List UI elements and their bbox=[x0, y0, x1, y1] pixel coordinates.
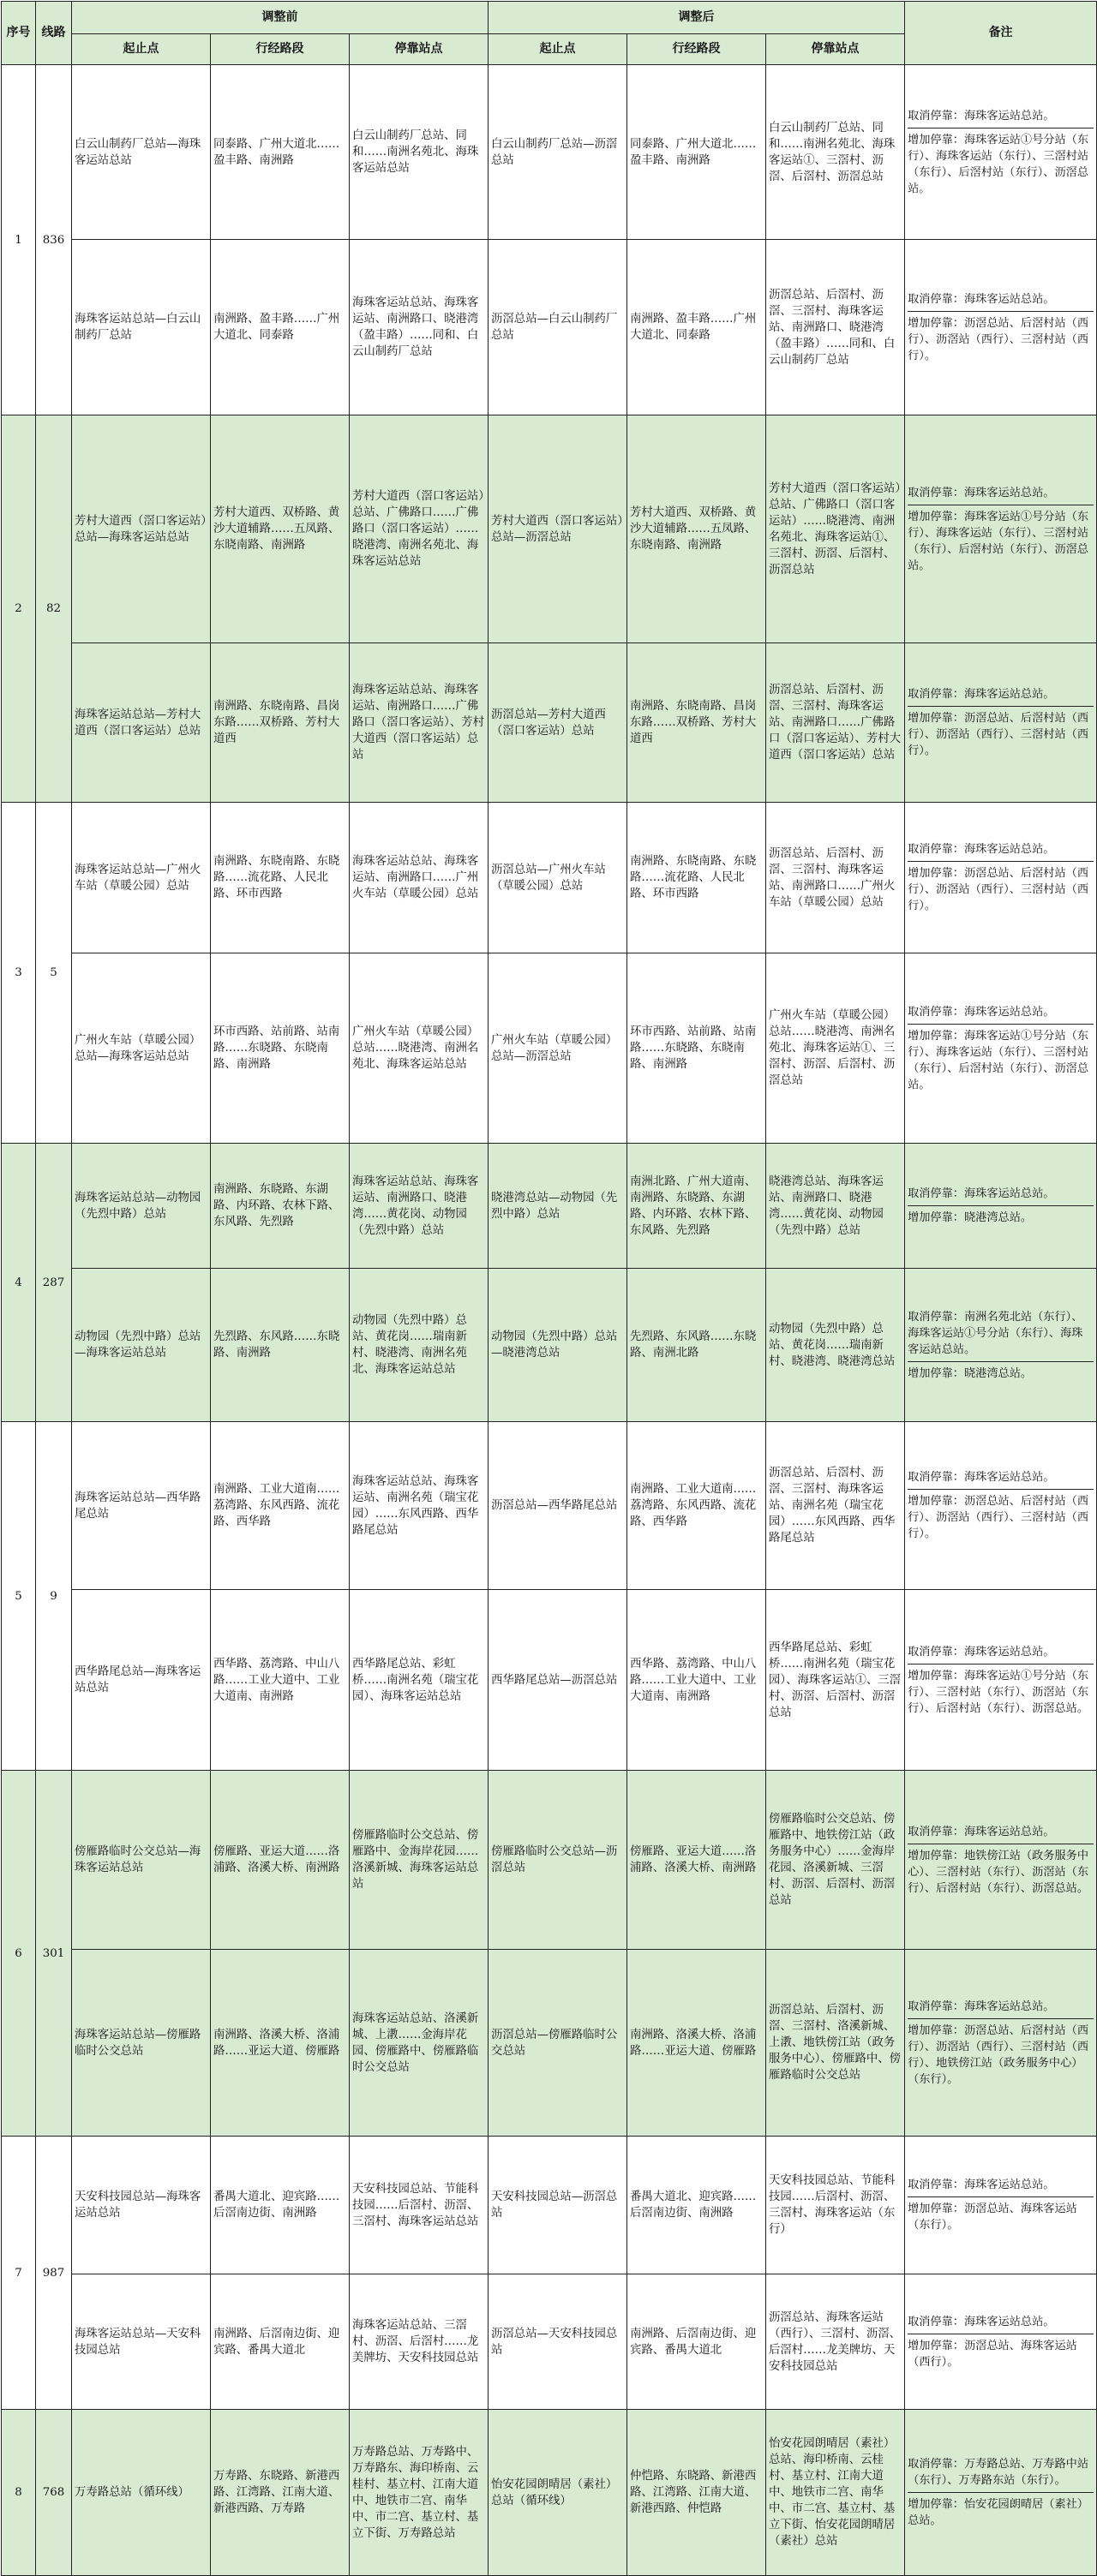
cell-before-endpoints: 海珠客运站总站—广州火车站（草暖公园）总站 bbox=[72, 803, 211, 953]
cell-before-stops: 白云山制药厂总站、同和……南洲名苑北、海珠客运站总站 bbox=[350, 65, 489, 240]
remark-add-stops: 增加停靠：海珠客运站①号分站（东行）、海珠客运站（东行）、三滘村站（东行）、后滘村站（东行）、沥滘总站。 bbox=[908, 128, 1094, 200]
header-before-path: 行经路段 bbox=[211, 34, 350, 65]
cell-after-path: 环市西路、站前路、站南路……东晓路、东晓南路、南洲路 bbox=[627, 953, 766, 1144]
cell-before-path: 南洲路、后滘南边街、迎宾路、番禺大道北 bbox=[211, 2274, 350, 2410]
cell-remark bbox=[905, 415, 1097, 643]
cell-after-stops: 动物园（先烈中路）总站、黄花岗……瑞南新村、晓港湾、晓港湾总站 bbox=[766, 1269, 905, 1422]
cell-seq: 6 bbox=[2, 1771, 36, 2137]
remark-cancel-stops: 取消停靠：海珠客运站总站。 bbox=[908, 2315, 1055, 2328]
remark-cancel-stops: 取消停靠：海珠客运站总站。 bbox=[908, 486, 1055, 499]
cell-after-path: 同泰路、广州大道北……盈丰路、南洲路 bbox=[627, 65, 766, 240]
cell-before-path: 傍雁路、亚运大道……洛浦路、洛溪大桥、南洲路 bbox=[211, 1771, 350, 1950]
remark-add-stops: 增加停靠：沥滘总站、后滘村站（西行）、沥滘站（西行）、三滘村站（西行）。 bbox=[908, 706, 1094, 762]
cell-after-stops: 怡安花园朗晴居（素社）总站、海印桥南、云桂村、基立村、江南大道中、地铁市二宫、南华中、市二宫、基立村、基立下街、怡安花园朗晴居（素社）总站 bbox=[766, 2410, 905, 2576]
table-row bbox=[2, 643, 1097, 803]
cell-before-endpoints: 万寿路总站（循环线） bbox=[72, 2410, 211, 2576]
cell-after-stops: 沥滘总站、后滘村、沥滘、三滘村、海珠客运站、南洲路口……广州火车站（草暖公园）总站 bbox=[766, 803, 905, 953]
table-row bbox=[2, 1771, 1097, 1950]
cell-after-stops: 西华路尾总站、彩虹桥……南洲名苑（瑞宝花园）、海珠客运站①、三滘村、沥滘、后滘村、沥滘总站 bbox=[766, 1590, 905, 1771]
cell-after-endpoints: 动物园（先烈中路）总站—晓港湾总站 bbox=[489, 1269, 627, 1422]
cell-before-path: 先烈路、东风路……东晓路、南洲路 bbox=[211, 1269, 350, 1422]
cell-before-path: 番禺大道北、迎宾路……后滘南边街、南洲路 bbox=[211, 2137, 350, 2274]
cell-after-endpoints: 天安科技园总站—沥滘总站 bbox=[489, 2137, 627, 2274]
cell-before-endpoints: 海珠客运站总站—西华路尾总站 bbox=[72, 1422, 211, 1590]
remark-add-stops: 增加停靠：晓港湾总站。 bbox=[908, 1205, 1094, 1229]
cell-seq: 7 bbox=[2, 2137, 36, 2410]
cell-after-path: 南洲路、后滘南边街、迎宾路、番禺大道北 bbox=[627, 2274, 766, 2410]
header-route: 线路 bbox=[36, 2, 72, 65]
cell-before-stops: 芳村大道西（滘口客运站）总站、广佛路口……广佛路口（滘口客运站）……晓港湾、南洲名苑北、海珠客运站总站 bbox=[350, 415, 489, 643]
table-row bbox=[2, 1144, 1097, 1269]
cell-before-path: 南洲路、东晓南路、东晓路……流花路、人民北路、环市西路 bbox=[211, 803, 350, 953]
cell-before-endpoints: 天安科技园总站—海珠客运站总站 bbox=[72, 2137, 211, 2274]
remark-add-stops: 增加停靠：地铁傍江站（政务服务中心）、三滘村站（东行）、沥滘站（东行）、后滘村站（东行）、沥滘总站。 bbox=[908, 1844, 1094, 1900]
remark-add-stops: 增加停靠：沥滘总站、后滘村站（西行）、沥滘站（西行）、三滘村站（西行）。 bbox=[908, 311, 1094, 368]
cell-after-path: 南洲路、工业大道南……荔湾路、东风西路、流花路、西华路 bbox=[627, 1422, 766, 1590]
cell-before-path: 万寿路、东晓路、新港西路、江湾路、江南大道、新港西路、万寿路 bbox=[211, 2410, 350, 2576]
cell-before-path: 西华路、荔湾路、中山八路……工业大道中、工业大道南、南洲路 bbox=[211, 1590, 350, 1771]
cell-after-endpoints: 沥滘总站—西华路尾总站 bbox=[489, 1422, 627, 1590]
table-row bbox=[2, 1422, 1097, 1590]
cell-after-path: 先烈路、东风路……东晓路、南洲北路 bbox=[627, 1269, 766, 1422]
remark-add-stops: 增加停靠：怡安花园朗晴居（素社）总站。 bbox=[908, 2492, 1094, 2532]
remark-add-stops: 增加停靠：沥滘总站、后滘村站（西行）、沥滘站（西行）、三滘村站（西行）、地铁傍江站（政务服务中心）（东行）。 bbox=[908, 2018, 1094, 2091]
header-after-endpoints: 起止点 bbox=[489, 34, 627, 65]
cell-before-endpoints: 动物园（先烈中路）总站—海珠客运站总站 bbox=[72, 1269, 211, 1422]
cell-before-stops: 海珠客运站总站、海珠客运站、南洲名苑（瑞宝花园）……东风西路、西华路尾总站 bbox=[350, 1422, 489, 1590]
header-before-stops: 停靠站点 bbox=[350, 34, 489, 65]
cell-after-endpoints: 沥滘总站—傍雁路临时公交总站 bbox=[489, 1950, 627, 2137]
table-row bbox=[2, 1590, 1097, 1771]
table-row bbox=[2, 2137, 1097, 2274]
cell-seq: 3 bbox=[2, 803, 36, 1144]
cell-after-endpoints: 广州火车站（草暖公园）总站—沥滘总站 bbox=[489, 953, 627, 1144]
remark-add-stops: 增加停靠：海珠客运站①号分站（东行）、海珠客运站（东行）、三滘村站（东行）、后滘村站（东行）、沥滘总站。 bbox=[908, 505, 1094, 577]
cell-after-stops: 晓港湾总站、海珠客运站、南洲路口、晓港湾……黄花岗、动物园（先烈中路）总站 bbox=[766, 1144, 905, 1269]
cell-after-endpoints: 芳村大道西（滘口客运站）总站—沥滘总站 bbox=[489, 415, 627, 643]
cell-before-stops: 海珠客运站总站、海珠客运站、南洲路口……广州火车站（草暖公园）总站 bbox=[350, 803, 489, 953]
cell-remark bbox=[905, 1590, 1097, 1771]
remark-cancel-stops: 取消停靠：海珠客运站总站。 bbox=[908, 843, 1055, 856]
cell-route: 82 bbox=[36, 415, 72, 803]
cell-route: 5 bbox=[36, 803, 72, 1144]
cell-after-endpoints: 沥滘总站—芳村大道西（滘口客运站）总站 bbox=[489, 643, 627, 803]
cell-remark bbox=[905, 803, 1097, 953]
cell-after-stops: 广州火车站（草暖公园）总站……晓港湾、南洲名苑北、海珠客运站①、三滘村、沥滘、后滘村、沥滘总站 bbox=[766, 953, 905, 1144]
cell-after-stops: 白云山制药厂总站、同和……南洲名苑北、海珠客运站①、三滘村、沥滘、后滘村、沥滘总站 bbox=[766, 65, 905, 240]
cell-remark bbox=[905, 65, 1097, 240]
cell-after-stops: 沥滘总站、海珠客运站（西行）、三滘村、沥滘、后滘村……龙美牌坊、天安科技园总站 bbox=[766, 2274, 905, 2410]
header-after-stops: 停靠站点 bbox=[766, 34, 905, 65]
cell-route: 768 bbox=[36, 2410, 72, 2576]
cell-after-path: 芳村大道西、双桥路、黄沙大道辅路……五凤路、东晓南路、南洲路 bbox=[627, 415, 766, 643]
table-row bbox=[2, 953, 1097, 1144]
cell-after-endpoints: 西华路尾总站—沥滘总站 bbox=[489, 1590, 627, 1771]
cell-after-path: 仲恺路、东晓路、新港西路、江湾路、江南大道、新港西路、仲恺路 bbox=[627, 2410, 766, 2576]
cell-before-path: 同泰路、广州大道北……盈丰路、南洲路 bbox=[211, 65, 350, 240]
cell-after-endpoints: 沥滘总站—白云山制药厂总站 bbox=[489, 240, 627, 415]
cell-seq: 8 bbox=[2, 2410, 36, 2576]
cell-seq: 4 bbox=[2, 1144, 36, 1422]
header-after-path: 行经路段 bbox=[627, 34, 766, 65]
cell-before-stops: 海珠客运站总站、海珠客运站、南洲路口、晓港湾（盈丰路）……同和、白云山制药厂总站 bbox=[350, 240, 489, 415]
cell-before-stops: 万寿路总站、万寿路中、万寿路东、海印桥南、云桂村、基立村、江南大道中、地铁市二宫、南华中、市二宫、基立村、基立下街、万寿路总站 bbox=[350, 2410, 489, 2576]
remark-add-stops: 增加停靠：海珠客运站①号分站（东行）、三滘村站（东行）、沥滘站（东行）、后滘村站（东行）、沥滘总站。 bbox=[908, 1664, 1094, 1720]
cell-after-path: 南洲北路、广州大道南、南洲路、东晓路、东湖路、内环路、农林下路、东风路、先烈路 bbox=[627, 1144, 766, 1269]
table-row bbox=[2, 1269, 1097, 1422]
remark-cancel-stops: 取消停靠：海珠客运站总站。 bbox=[908, 1999, 1055, 2013]
cell-before-endpoints: 海珠客运站总站—动物园（先烈中路）总站 bbox=[72, 1144, 211, 1269]
table-row bbox=[2, 65, 1097, 240]
cell-route: 987 bbox=[36, 2137, 72, 2410]
cell-before-stops: 广州火车站（草暖公园）总站……晓港湾、南洲名苑北、海珠客运站总站 bbox=[350, 953, 489, 1144]
cell-remark bbox=[905, 1269, 1097, 1422]
cell-after-stops: 芳村大道西（滘口客运站）总站、广佛路口（滘口客运站）……晓港湾、南洲名苑北、海珠客运站①、三滘村、沥滘、后滘村、沥滘总站 bbox=[766, 415, 905, 643]
header-before-endpoints: 起止点 bbox=[72, 34, 211, 65]
cell-after-stops: 沥滘总站、后滘村、沥滘、三滘村、海珠客运站、南洲路口……广佛路口（滘口客运站）、芳村大道西（滘口客运站）总站 bbox=[766, 643, 905, 803]
cell-after-endpoints: 晓港湾总站—动物园（先烈中路）总站 bbox=[489, 1144, 627, 1269]
table-row bbox=[2, 2274, 1097, 2410]
cell-before-stops: 傍雁路临时公交总站、傍雁路中、金海岸花园……洛溪新城、海珠客运站总站 bbox=[350, 1771, 489, 1950]
cell-after-path: 南洲路、东晓南路、东晓路……流花路、人民北路、环市西路 bbox=[627, 803, 766, 953]
table-row bbox=[2, 2410, 1097, 2576]
remark-cancel-stops: 取消停靠：海珠客运站总站。 bbox=[908, 1471, 1055, 1484]
cell-before-stops: 海珠客运站总站、海珠客运站、南洲路口、晓港湾……黄花岗、动物园（先烈中路）总站 bbox=[350, 1144, 489, 1269]
table-row bbox=[2, 1950, 1097, 2137]
cell-after-endpoints: 沥滘总站—广州火车站（草暖公园）总站 bbox=[489, 803, 627, 953]
cell-after-stops: 天安科技园总站、节能科技园……后滘村、沥滘、三滘村、海珠客运站（东行） bbox=[766, 2137, 905, 2274]
cell-remark bbox=[905, 2410, 1097, 2576]
cell-after-path: 南洲路、洛溪大桥、洛浦路……亚运大道、傍雁路 bbox=[627, 1950, 766, 2137]
cell-before-endpoints: 海珠客运站总站—白云山制药厂总站 bbox=[72, 240, 211, 415]
cell-before-path: 南洲路、工业大道南……荔湾路、东风西路、流花路、西华路 bbox=[211, 1422, 350, 1590]
cell-before-endpoints: 广州火车站（草暖公园）总站—海珠客运站总站 bbox=[72, 953, 211, 1144]
remark-add-stops: 增加停靠：沥滘总站、海珠客运站（西行）。 bbox=[908, 2334, 1094, 2374]
cell-seq: 2 bbox=[2, 415, 36, 803]
cell-after-endpoints: 怡安花园朗晴居（素社）总站（循环线） bbox=[489, 2410, 627, 2576]
table-row bbox=[2, 803, 1097, 953]
cell-remark bbox=[905, 1144, 1097, 1269]
cell-remark bbox=[905, 2274, 1097, 2410]
cell-remark bbox=[905, 1422, 1097, 1590]
remark-cancel-stops: 取消停靠：海珠客运站总站。 bbox=[908, 688, 1055, 701]
table-row bbox=[2, 415, 1097, 643]
cell-before-stops: 西华路尾总站、彩虹桥……南洲名苑（瑞宝花园）、海珠客运站总站 bbox=[350, 1590, 489, 1771]
header-remark: 备注 bbox=[905, 2, 1097, 65]
cell-remark bbox=[905, 1771, 1097, 1950]
cell-route: 836 bbox=[36, 65, 72, 415]
cell-before-path: 南洲路、盈丰路……广州大道北、同泰路 bbox=[211, 240, 350, 415]
cell-before-stops: 天安科技园总站、节能科技园……后滘村、沥滘、三滘村、海珠客运站总站 bbox=[350, 2137, 489, 2274]
cell-after-stops: 傍雁路临时公交总站、傍雁路中、地铁傍江站（政务服务中心）……金海岸花园、洛溪新城、三滘村、沥滘、后滘村、沥滘总站 bbox=[766, 1771, 905, 1950]
remark-cancel-stops: 取消停靠：海珠客运站总站。 bbox=[908, 2179, 1055, 2191]
cell-before-endpoints: 西华路尾总站—海珠客运站总站 bbox=[72, 1590, 211, 1771]
remark-add-stops: 增加停靠：晓港湾总站。 bbox=[908, 1361, 1094, 1385]
header-before: 调整前 bbox=[72, 2, 489, 34]
cell-before-endpoints: 海珠客运站总站—傍雁路临时公交总站 bbox=[72, 1950, 211, 2137]
cell-remark bbox=[905, 240, 1097, 415]
remark-cancel-stops: 取消停靠：海珠客运站总站。 bbox=[908, 1825, 1055, 1838]
remark-cancel-stops: 取消停靠：万寿路总站、万寿路中站（东行）、万寿路东站（东行）。 bbox=[908, 2458, 1089, 2487]
remark-cancel-stops: 取消停靠：海珠客运站总站。 bbox=[908, 292, 1055, 306]
cell-before-endpoints: 海珠客运站总站—天安科技园总站 bbox=[72, 2274, 211, 2410]
cell-before-stops: 动物园（先烈中路）总站、黄花岗……瑞南新村、晓港湾、南洲名苑北、海珠客运站总站 bbox=[350, 1269, 489, 1422]
table-body bbox=[2, 65, 1097, 2576]
cell-before-endpoints: 海珠客运站总站—芳村大道西（滘口客运站）总站 bbox=[72, 643, 211, 803]
cell-after-stops: 沥滘总站、后滘村、沥滘、三滘村、洛溪新城、上漖、地铁傍江站（政务服务中心）、傍雁路中、傍雁路临时公交总站 bbox=[766, 1950, 905, 2137]
cell-after-path: 南洲路、东晓南路、昌岗东路……双桥路、芳村大道西 bbox=[627, 643, 766, 803]
cell-remark bbox=[905, 2137, 1097, 2274]
cell-after-stops: 沥滘总站、后滘村、沥滘、三滘村、海珠客运站、南洲路口、晓港湾（盈丰路）……同和、白云山制药厂总站 bbox=[766, 240, 905, 415]
cell-before-endpoints: 傍雁路临时公交总站—海珠客运站总站 bbox=[72, 1771, 211, 1950]
header-after: 调整后 bbox=[489, 2, 905, 34]
cell-after-path: 南洲路、盈丰路……广州大道北、同泰路 bbox=[627, 240, 766, 415]
cell-seq: 5 bbox=[2, 1422, 36, 1771]
remark-cancel-stops: 取消停靠：海珠客运站总站。 bbox=[908, 109, 1055, 123]
remark-add-stops: 增加停靠：沥滘总站、后滘村站（西行）、沥滘站（西行）、三滘村站（西行）。 bbox=[908, 861, 1094, 917]
cell-route: 9 bbox=[36, 1422, 72, 1771]
cell-after-stops: 沥滘总站、后滘村、沥滘、三滘村、海珠客运站、南洲名苑（瑞宝花园）……东风西路、西华路尾总站 bbox=[766, 1422, 905, 1590]
cell-after-endpoints: 沥滘总站—天安科技园总站 bbox=[489, 2274, 627, 2410]
table-row bbox=[2, 240, 1097, 415]
remark-cancel-stops: 取消停靠：海珠客运站总站。 bbox=[908, 1645, 1055, 1659]
cell-before-stops: 海珠客运站总站、三滘村、沥滘、后滘村……龙美牌坊、天安科技园总站 bbox=[350, 2274, 489, 2410]
cell-route: 301 bbox=[36, 1771, 72, 2137]
header-seq: 序号 bbox=[2, 2, 36, 65]
route-adjustment-table bbox=[1, 1, 1097, 2576]
cell-before-endpoints: 芳村大道西（滘口客运站）总站—海珠客运站总站 bbox=[72, 415, 211, 643]
remark-cancel-stops: 取消停靠：海珠客运站总站。 bbox=[908, 1005, 1055, 1019]
cell-route: 287 bbox=[36, 1144, 72, 1422]
cell-after-path: 西华路、荔湾路、中山八路……工业大道中、工业大道南、南洲路 bbox=[627, 1590, 766, 1771]
cell-after-path: 傍雁路、亚运大道……洛浦路、洛溪大桥、南洲路 bbox=[627, 1771, 766, 1950]
cell-after-path: 番禺大道北、迎宾路……后滘南边街、南洲路 bbox=[627, 2137, 766, 2274]
cell-after-endpoints: 白云山制药厂总站—沥滘总站 bbox=[489, 65, 627, 240]
remark-add-stops: 增加停靠：海珠客运站①号分站（东行）、海珠客运站（东行）、三滘村站（东行）、后滘村站（东行）、沥滘总站。 bbox=[908, 1024, 1094, 1097]
cell-before-stops: 海珠客运站总站、海珠客运站、南洲路口……广佛路口（滘口客运站）、芳村大道西（滘口客运站）总站 bbox=[350, 643, 489, 803]
cell-before-path: 南洲路、洛溪大桥、洛浦路……亚运大道、傍雁路 bbox=[211, 1950, 350, 2137]
remark-add-stops: 增加停靠：沥滘总站、海珠客运站（东行）。 bbox=[908, 2196, 1094, 2237]
cell-before-path: 南洲路、东晓路、东湖路、内环路、农林下路、东风路、先烈路 bbox=[211, 1144, 350, 1269]
cell-remark bbox=[905, 643, 1097, 803]
cell-before-path: 芳村大道西、双桥路、黄沙大道辅路……五凤路、东晓南路、南洲路 bbox=[211, 415, 350, 643]
cell-before-path: 环市西路、站前路、站南路……东晓路、东晓南路、南洲路 bbox=[211, 953, 350, 1144]
cell-before-path: 南洲路、东晓南路、昌岗东路……双桥路、芳村大道西 bbox=[211, 643, 350, 803]
cell-seq: 1 bbox=[2, 65, 36, 415]
cell-before-endpoints: 白云山制药厂总站—海珠客运站总站 bbox=[72, 65, 211, 240]
cell-before-stops: 海珠客运站总站、洛溪新城、上漖……金海岸花园、傍雁路中、傍雁路临时公交总站 bbox=[350, 1950, 489, 2137]
remark-add-stops: 增加停靠：沥滘总站、后滘村站（西行）、沥滘站（西行）、三滘村站（西行）。 bbox=[908, 1489, 1094, 1545]
remark-cancel-stops: 取消停靠：南洲名苑北站（东行）、海珠客运站①号分站（东行）、海珠客运站总站。 bbox=[908, 1310, 1083, 1356]
remark-cancel-stops: 取消停靠：海珠客运站总站。 bbox=[908, 1187, 1055, 1200]
cell-after-endpoints: 傍雁路临时公交总站—沥滘总站 bbox=[489, 1771, 627, 1950]
cell-remark bbox=[905, 953, 1097, 1144]
cell-remark bbox=[905, 1950, 1097, 2137]
